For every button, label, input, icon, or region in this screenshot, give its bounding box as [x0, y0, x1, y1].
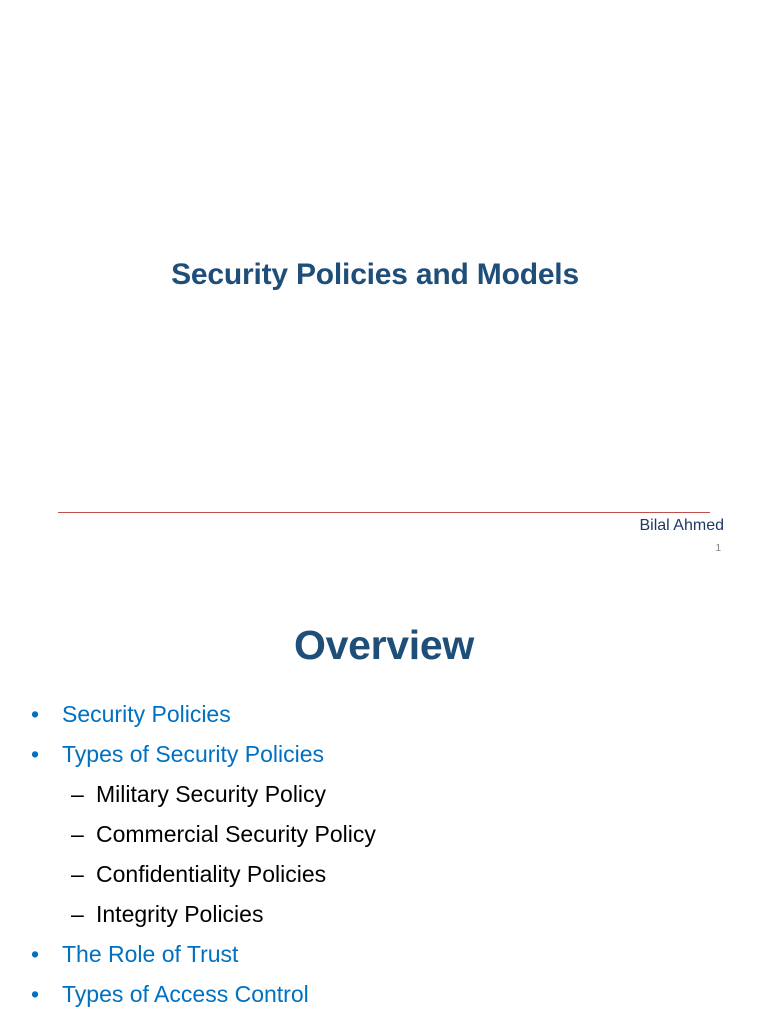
page-number: 1	[715, 543, 721, 554]
sub-bullet-military-security-policy	[30, 776, 376, 816]
sub-bullet-marker: –	[71, 781, 84, 807]
sub-bullet-text: Military Security Policy	[96, 781, 327, 807]
overview-bullet-list	[30, 696, 376, 1016]
footer-divider	[58, 512, 710, 513]
slide-overview	[0, 576, 768, 1024]
sub-bullet-confidentiality-policies	[30, 856, 376, 896]
bullet-text: Security Policies	[62, 701, 231, 727]
sub-bullet-marker: –	[71, 821, 84, 847]
bullet-text: Types of Access Control	[62, 981, 309, 1007]
sub-bullet-text: Integrity Policies	[96, 901, 264, 927]
bullet-item-types-of-access-control	[30, 976, 376, 1016]
bullet-text: The Role of Trust	[62, 941, 239, 967]
bullet-item-types-of-security-policies	[30, 736, 376, 776]
bullet-marker: •	[31, 941, 40, 967]
bullet-marker: •	[31, 981, 40, 1007]
sub-bullet-text: Commercial Security Policy	[96, 821, 376, 847]
bullet-item-role-of-trust	[30, 936, 376, 976]
sub-bullet-marker: –	[71, 861, 84, 887]
sub-bullet-integrity-policies	[30, 896, 376, 936]
slide-title-heading: Security Policies and Models	[171, 258, 579, 291]
bullet-text: Types of Security Policies	[62, 741, 325, 767]
author-name: Bilal Ahmed	[639, 517, 724, 534]
bullet-item-security-policies	[30, 696, 376, 736]
sub-bullet-commercial-security-policy	[30, 816, 376, 856]
sub-bullet-text: Confidentiality Policies	[96, 861, 327, 887]
bullet-marker: •	[31, 741, 40, 767]
sub-bullet-marker: –	[71, 901, 84, 927]
bullet-marker: •	[31, 701, 40, 727]
overview-heading: Overview	[294, 622, 474, 668]
